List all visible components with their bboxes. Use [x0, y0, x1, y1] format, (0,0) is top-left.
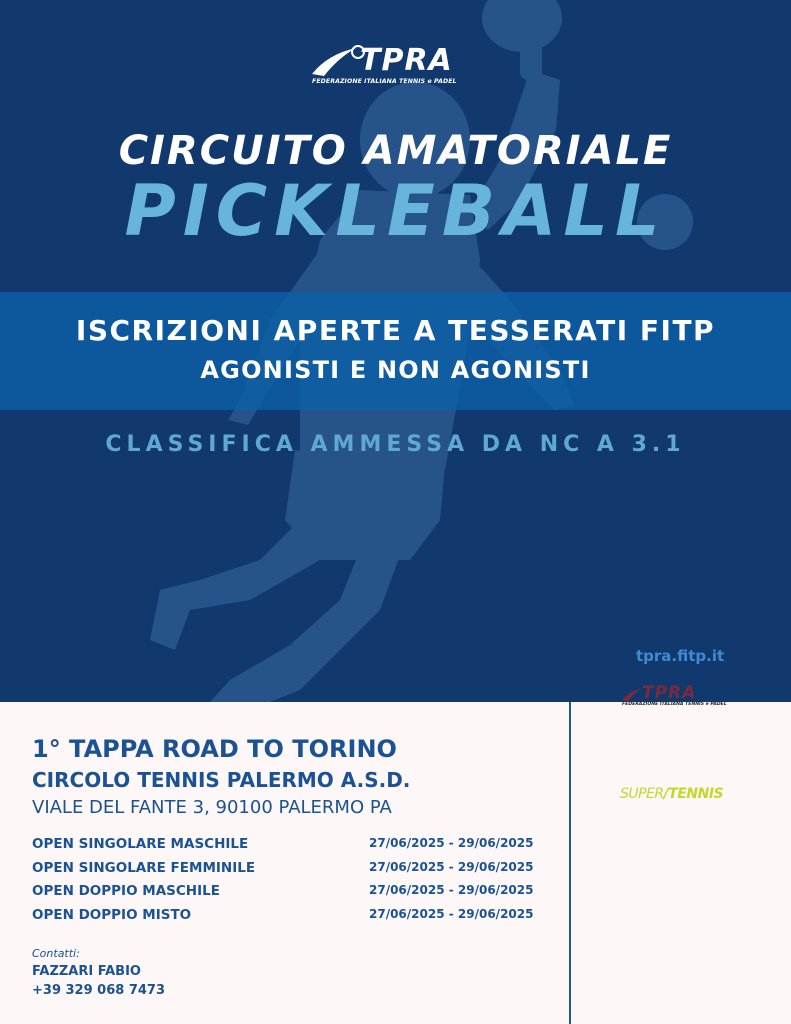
tournament-dates: 27/06/2025 - 29/06/2025 [369, 906, 534, 921]
tpra-small-logo [620, 684, 730, 710]
list-item [32, 836, 552, 860]
circolo-name: CIRCOLO TENNIS PALERMO A.S.D. [32, 768, 411, 792]
hero-title-line-1: CIRCUITO AMATORIALE [118, 128, 673, 174]
hero-title-line-2: PICKLEBALL [124, 170, 667, 252]
tournament-dates: 27/06/2025 - 29/06/2025 [369, 836, 534, 850]
supertennis-slash: / [663, 786, 669, 802]
contact-name: FAZZARI FABIO [32, 964, 141, 979]
list-item [32, 883, 552, 907]
website-link[interactable]: tpra.fitp.it [636, 647, 725, 665]
tennis-swoosh-icon [308, 44, 368, 80]
vertical-divider [569, 702, 571, 1024]
tournament-name: OPEN SINGOLARE MASCHILE [32, 836, 249, 852]
list-item [32, 860, 552, 884]
tournament-dates: 27/06/2025 - 29/06/2025 [369, 859, 534, 874]
tpra-logo [308, 44, 488, 88]
tournament-list [32, 836, 552, 930]
band-line-2: AGONISTI E NON AGONISTI [200, 356, 591, 384]
logo-brand: TPRA [360, 43, 453, 78]
contacts-label: Contatti: [32, 947, 80, 960]
circolo-address: VIALE DEL FANTE 3, 90100 PALERMO PA [32, 797, 392, 818]
tournament-name: OPEN SINGOLARE FEMMINILE [32, 859, 256, 876]
tappa-title: 1° TAPPA ROAD TO TORINO [32, 735, 397, 763]
logo-subtitle: FEDERAZIONE ITALIANA TENNIS e PADEL [312, 78, 457, 85]
tournament-dates: 27/06/2025 - 29/06/2025 [369, 883, 534, 897]
supertennis-logo [620, 786, 730, 812]
tournament-name: OPEN DOPPIO MASCHILE [32, 883, 220, 899]
supertennis-tennis: TENNIS [668, 786, 724, 802]
list-item [32, 907, 552, 931]
tpra-small-subtitle: FEDERAZIONE ITALIANA TENNIS e PADEL [622, 702, 727, 707]
supertennis-super: SUPER [620, 786, 664, 802]
classifica-text: CLASSIFICA AMMESSA DA NC A 3.1 [105, 432, 686, 457]
contact-phone[interactable]: +39 329 068 7473 [32, 983, 166, 998]
band-line-1: ISCRIZIONI APERTE A TESSERATI FITP [75, 314, 716, 347]
tpra-small-brand: TPRA [642, 683, 697, 703]
registration-band [0, 292, 791, 410]
tournament-name: OPEN DOPPIO MISTO [32, 906, 192, 923]
